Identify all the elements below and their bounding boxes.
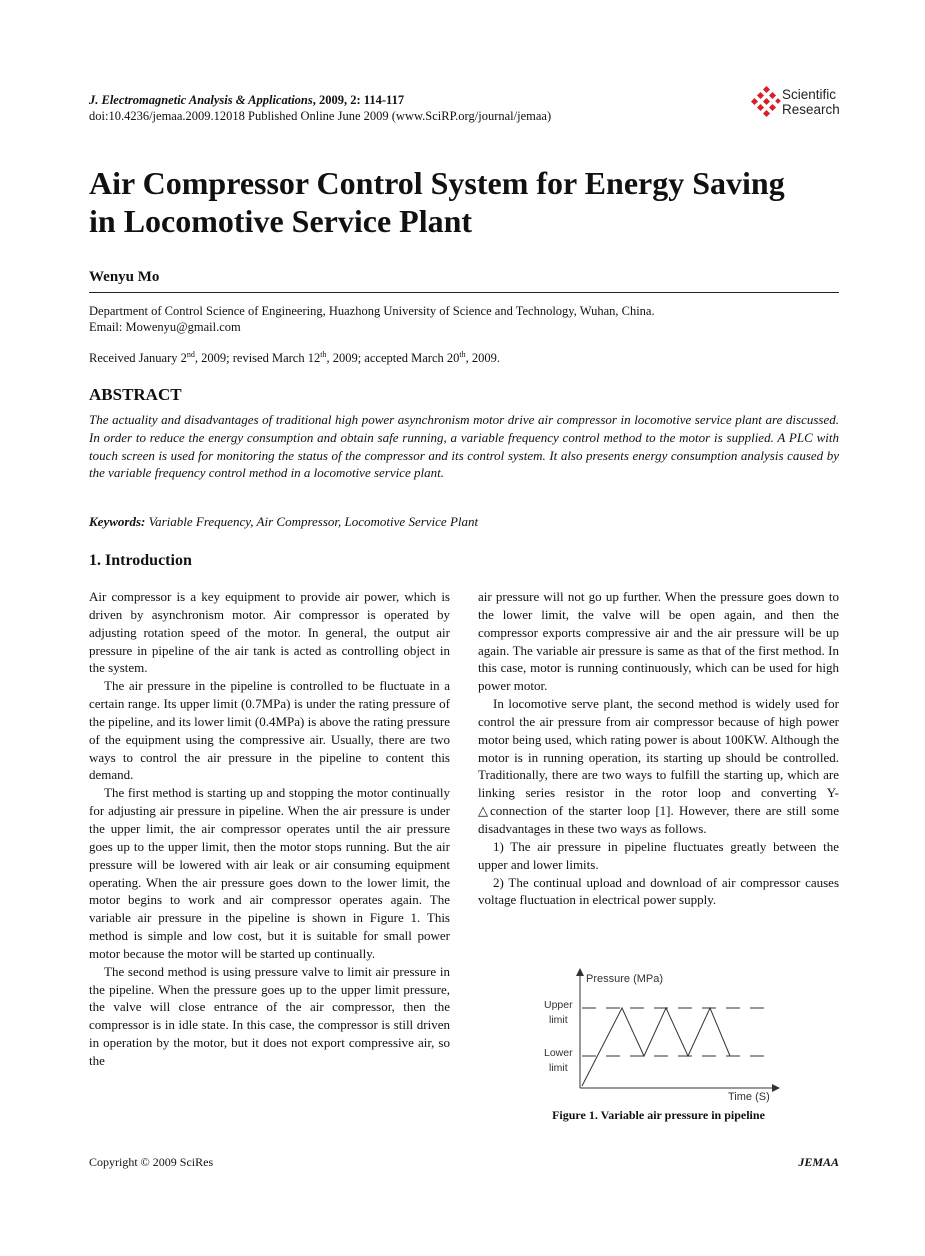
y-axis-label: Pressure (MPa)	[586, 973, 664, 985]
paragraph: The second method is using pressure valve to limit air pressure in the pipeline. When the pressure goes up to the upper limit pressure, the valve will close entrance of the air compressor, then the compressor is in idle state. In this case, the compressor is still driven in operation by the motor, but it does not export compressive air, so the	[89, 963, 450, 1068]
received-sup: nd	[186, 350, 195, 359]
title-line-1: Air Compressor Control System for Energy Saving	[89, 165, 785, 201]
upper-limit-label-2: limit	[549, 1014, 568, 1026]
abstract-text: The actuality and disadvantages of traditional high power asynchronism motor drive air compressor in locomotive service plant are discussed. In order to reduce the energy consumption and obtain safe running, a variable frequency control method to the motor is supplied. A PLC with touch screen is used for monitoring the status of the compressor and its control system. It also presents energy consumption analysis caused by the variable frequency control method in a locomotive service plant.	[89, 412, 839, 481]
header-divider	[89, 292, 839, 293]
scientific-research-logo-icon	[750, 86, 782, 120]
journal-name: J. Electromagnetic Analysis & Applications	[89, 93, 313, 107]
keywords	[89, 514, 478, 530]
left-column	[89, 588, 450, 1070]
paragraph: 2) The continual upload and download of air compressor causes voltage fluctuation in electrical power supply.	[478, 874, 839, 908]
accepted-text: , 2009; accepted March 20	[326, 351, 460, 366]
title-line-2: in Locomotive Service Plant	[89, 203, 473, 239]
lower-limit-label-2: limit	[549, 1062, 568, 1074]
paragraph: Air compressor is a key equipment to provide air power, which is driven by asynchronism motor. Air compressor is operated by adjusting rotation speed of the motor. In general, the output air pressure in pipeline of the air tank is acted as controlling object in the system.	[89, 589, 450, 676]
right-column	[478, 588, 839, 909]
journal-volume: , 2009, 2: 114-117	[312, 93, 405, 107]
year-text: , 2009.	[465, 351, 500, 366]
logo-text-line2: Research	[782, 102, 840, 117]
pressure-curve	[582, 1008, 730, 1086]
accepted-sup: th	[459, 350, 466, 359]
keywords-values: Variable Frequency, Air Compressor, Locomotive Service Plant	[148, 514, 479, 529]
author-name: Wenyu Mo	[89, 269, 160, 285]
figure-1-pressure-diagram	[540, 964, 790, 1104]
journal-abbreviation: JEMAA	[798, 1155, 839, 1169]
revised-text: , 2009; revised March 12	[194, 351, 321, 366]
abstract-heading: ABSTRACT	[89, 385, 182, 404]
paragraph: In locomotive serve plant, the second method is widely used for control the air pressure from air compressor because of high power motor being used, which rating power is about 100KW. Although the motor is in running operation, its starting up should be controlled. Traditionally, there are two ways to fulfill the starting up, which are linking series resistor in the rotor loop and converting Y-△connection of the starter loop [1]. However, there are still some disadvantages in these two ways as follows.	[478, 696, 839, 836]
doi-line: doi:10.4236/jemaa.2009.12018 Published Online June 2009 (www.SciRP.org/journal/jemaa)	[89, 109, 552, 123]
paragraph: The air pressure in the pipeline is controlled to be fluctuate in a certain range. Its upper limit (0.7MPa) is under the rating pressure of the pipeline, and its lower limit (0.4MPa) is above the rating pressure of the equipment using the compressive air. Usually, there are two ways to control the air pressure in the pipeline to content this demand.	[89, 678, 450, 783]
publisher-logo	[750, 86, 850, 122]
section-heading-introduction: 1. Introduction	[89, 552, 192, 569]
figure-caption: Figure 1. Variable air pressure in pipeline	[552, 1108, 765, 1122]
author-email: Email: Mowenyu@gmail.com	[89, 320, 241, 334]
copyright: Copyright © 2009 SciRes	[89, 1155, 214, 1169]
received-text: Received January 2	[89, 351, 187, 366]
affiliation: Department of Control Science of Engineering, Huazhong University of Science and Technology, Wuhan, China.	[89, 304, 655, 318]
journal-citation	[89, 92, 404, 108]
lower-limit-label: Lower	[544, 1047, 573, 1059]
paragraph: 1) The air pressure in pipeline fluctuates greatly between the upper and lower limits.	[478, 838, 839, 872]
received-dates	[89, 347, 500, 366]
x-axis-label: Time (S)	[728, 1091, 770, 1103]
article-title	[89, 164, 849, 240]
keywords-colon: :	[141, 514, 149, 529]
paragraph: The first method is starting up and stopping the motor continually for adjusting air pressure in pipeline. When the air pressure is under the upper limit, the air compressor operates until the air pressure goes up to the upper limit, then the motor stops running. But the air pressure will be lowered with air leak or air consuming equipment operating. When the air pressure goes down to the lower limit, the motor begins to work and air compressor operates again. The variable air pressure in the pipeline is shown in Figure 1. This method is simple and low cost, but it is suitable for small power motor because the motor will be started up continually.	[89, 785, 450, 961]
keywords-label: Keywords	[89, 514, 141, 529]
revised-sup: th	[320, 350, 327, 359]
upper-limit-label: Upper	[544, 999, 573, 1011]
paragraph: air pressure will not go up further. When the pressure goes down to the lower limit, the valve will be open again, and then the compressor exports compressive air and the air pressure will be up again. The variable air pressure is same as that of the first method. In this case, motor is running continuously, which can be used for high power motor.	[478, 589, 839, 694]
logo-text-line1: Scientific	[782, 87, 837, 102]
